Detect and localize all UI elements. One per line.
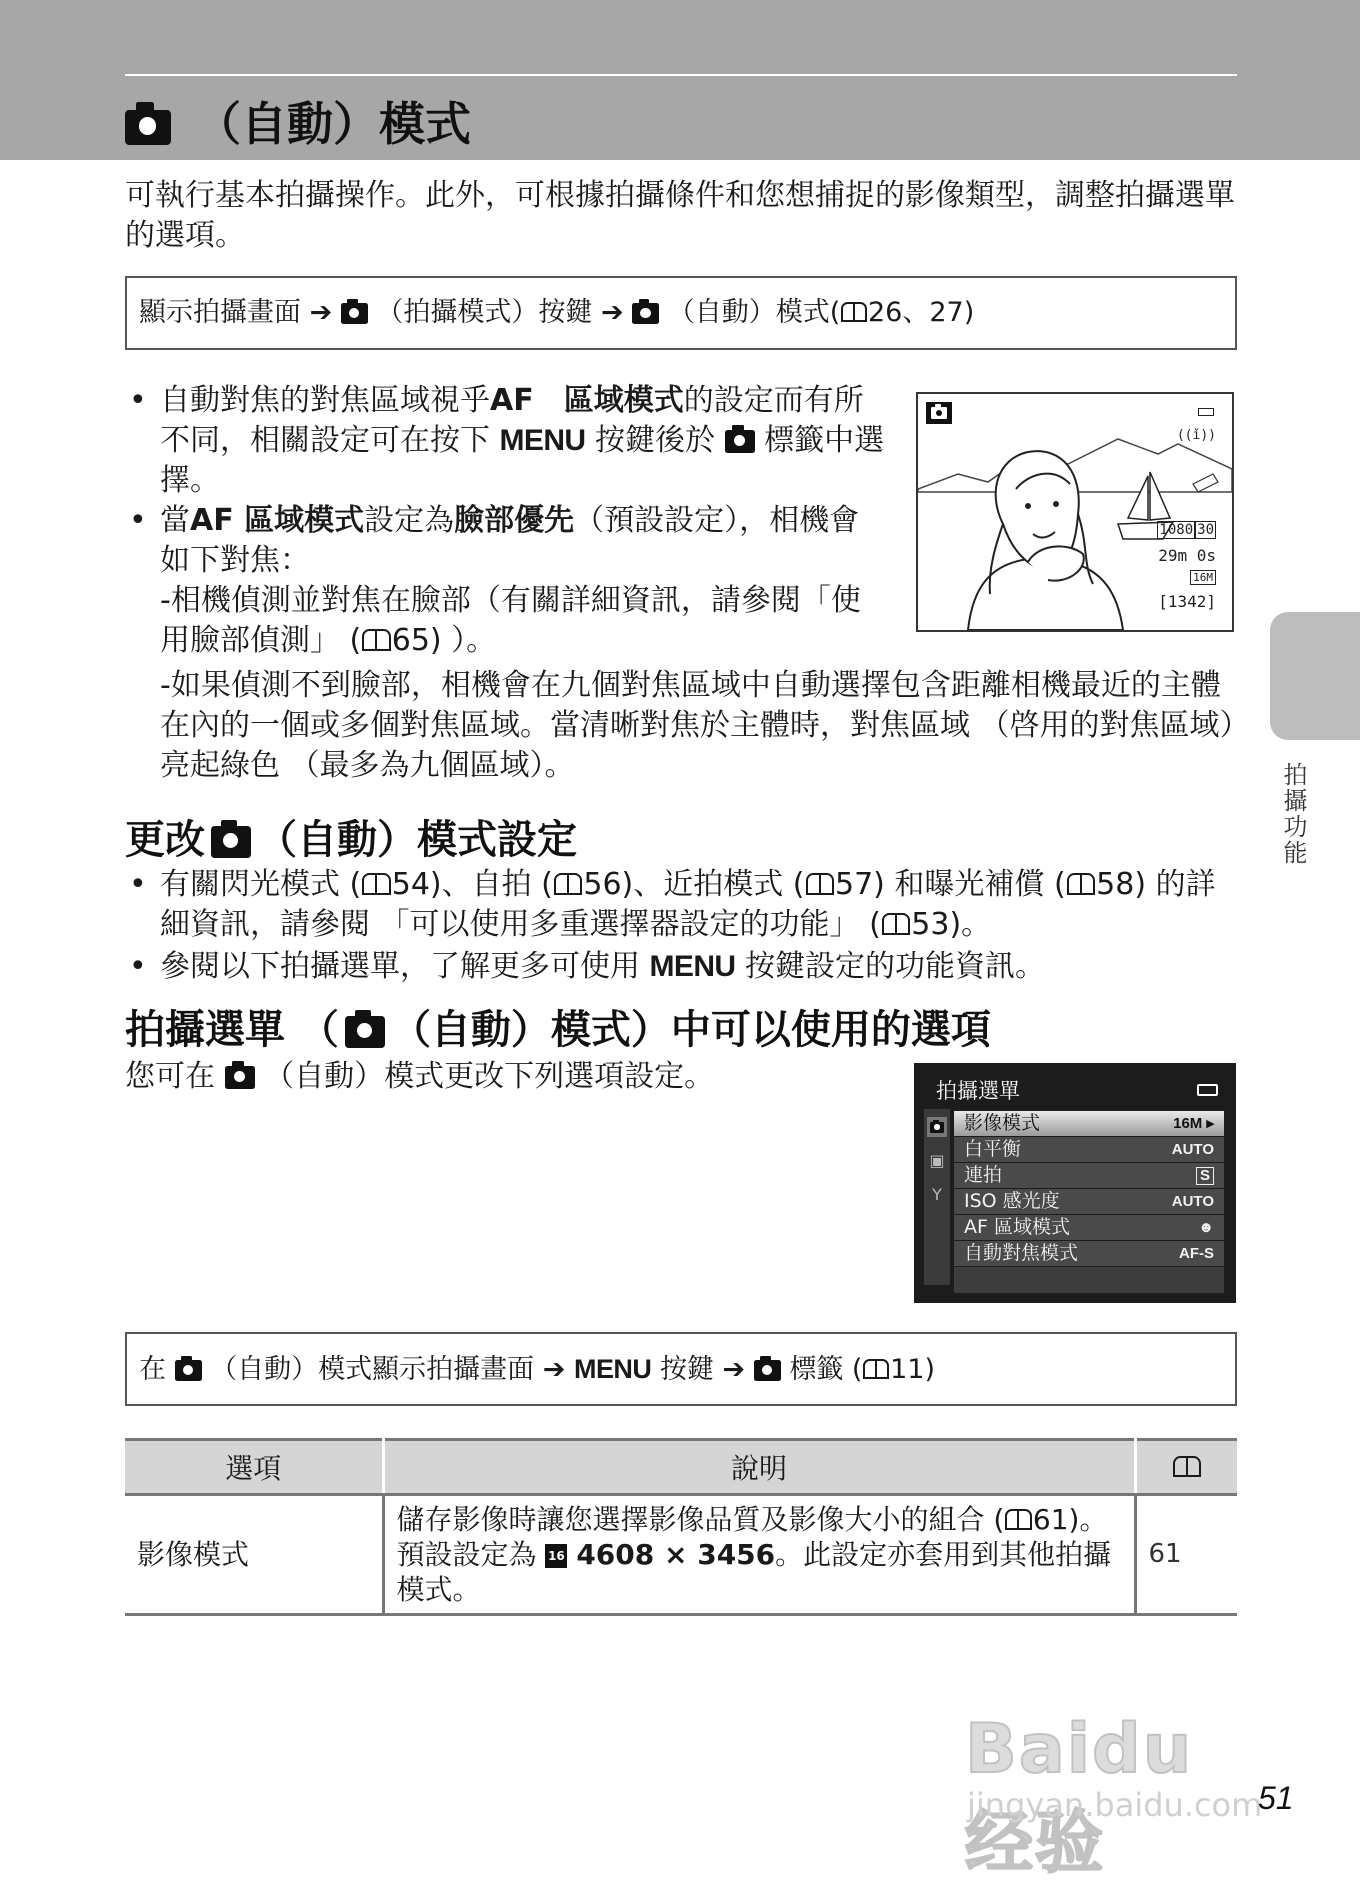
text: -相機偵測並對焦在臉部（有關詳細資訊，請參閱「使用臉部偵測」 ( [160, 583, 861, 658]
page-cell: 61 [1135, 1495, 1237, 1615]
text: 。此設定亦套用到其他拍攝模式。 [396, 1538, 1112, 1606]
page-ref-icon [882, 913, 911, 935]
image-size-16m-icon: 16 [545, 1544, 567, 1568]
heading-text: 更改 [125, 817, 205, 863]
page-ref-icon [841, 302, 867, 321]
text: 54)、自拍 ( [391, 867, 553, 902]
list-item [125, 381, 885, 501]
frame-rate: 30 [1197, 522, 1214, 538]
settings-bullets [125, 865, 1245, 987]
heading-text: （自動）模式設定 [257, 817, 577, 863]
page-ref-icon [362, 629, 391, 651]
text: 56)、近拍模式 ( [583, 867, 805, 902]
menu-row-white-balance[interactable] [954, 1137, 1224, 1162]
text: 的設定而有所不同，相關設定可在按下 [160, 383, 864, 458]
text: 儲存影像時讓您選擇影像品質及影像大小的組合 ( [396, 1503, 1005, 1536]
camera-icon [125, 110, 171, 146]
sub-item [125, 581, 885, 661]
image-size-indicator: 16M [1190, 570, 1216, 585]
watermark-main: Baidu 经验 [965, 1710, 1194, 1883]
text: 當 [160, 503, 190, 538]
text: 標籤中選擇。 [160, 423, 885, 498]
text: 58) 的詳細資訊，請參閱 「可以使用多重選擇器設定的功能」 ( [160, 867, 1216, 942]
menu-button-label: MENU [499, 424, 586, 457]
text: 61)。預設設定為 [396, 1503, 1108, 1571]
intro-paragraph: 可執行基本拍攝操作。此外，可根據拍攝條件和您想捕捉的影像類型，調整拍攝選單的選項。 [125, 178, 1235, 253]
list-item [125, 865, 1245, 945]
menu-row-af-mode[interactable] [954, 1241, 1224, 1266]
menu-tab-column [924, 1109, 950, 1285]
face-priority-icon: ☻ [1198, 1219, 1214, 1236]
option-cell: 影像模式 [125, 1495, 383, 1615]
menu-value: AUTO [1171, 1141, 1214, 1158]
section-heading-options [125, 998, 991, 1055]
remaining-movie-time: 29m 0s [1158, 546, 1216, 565]
movie-format-indicator [1157, 522, 1216, 538]
setup-tab-icon: Y [932, 1185, 942, 1204]
menu-list [954, 1111, 1224, 1294]
page-title [125, 88, 471, 154]
text: （自動）模式更改下列選項設定。 [264, 1059, 715, 1094]
camera-icon [930, 1122, 944, 1133]
menu-row-continuous[interactable] [954, 1163, 1224, 1188]
camera-icon [754, 1360, 781, 1381]
camera-icon [931, 407, 947, 419]
menu-label: 白平衡 [964, 1138, 1022, 1160]
side-tab-label: 拍攝功能 [1279, 762, 1307, 866]
header-rule [125, 74, 1237, 76]
watermark-sub: jingyan.baidu.com [967, 1786, 1263, 1824]
text: 按鍵後於 [595, 423, 716, 458]
text: 53)。 [911, 907, 992, 942]
page-ref-icon [1005, 1509, 1032, 1529]
page-ref-icon [362, 873, 391, 895]
nav-step-1: 顯示拍攝畫面 [139, 297, 301, 328]
text: 參閱以下拍攝選單，了解更多可使用 [160, 949, 640, 984]
text: 標籤 ( [789, 1354, 863, 1385]
movie-tab-icon: ▣ [929, 1151, 945, 1170]
menu-label: 自動對焦模式 [964, 1242, 1079, 1264]
battery-icon [1198, 408, 1214, 416]
description-cell [383, 1495, 1135, 1615]
menu-value: S [1196, 1167, 1214, 1185]
menu-row-iso[interactable] [954, 1189, 1224, 1214]
camera-icon [175, 1360, 202, 1381]
menu-button-label: MENU [649, 950, 736, 983]
column-header-description: 說明 [383, 1440, 1135, 1495]
text: 有關閃光模式 ( [160, 867, 362, 902]
column-header-page [1135, 1440, 1237, 1495]
battery-icon [1197, 1084, 1218, 1096]
text: 11) [890, 1354, 935, 1385]
menu-row-image-mode[interactable] [954, 1111, 1224, 1136]
camera-icon [345, 1016, 385, 1047]
table-row [125, 1495, 1237, 1615]
nav-page-ref: 26、27) [868, 297, 975, 328]
text: （預設設定），相機會如下對焦： [160, 503, 860, 578]
camera-tab-icon [927, 1117, 947, 1137]
text: 57) 和曝光補償 ( [835, 867, 1066, 902]
menu-row-empty [954, 1267, 1224, 1293]
sub-item-2: -如果偵測不到臉部，相機會在九個對焦區域中自動選擇包含距離相機最近的主體在內的一個或多個對焦區域。當清晰對焦於主體時，對焦區域 （啓用的對焦區域）亮起綠色 （最多為九個區域）。 [160, 668, 1235, 783]
menu-label: AF 區域模式 [964, 1216, 1070, 1238]
bold-term: AF 區域模式 [190, 503, 365, 538]
vibration-reduction-icon: ((ǐ)) [1176, 428, 1216, 443]
column-header-option: 選項 [125, 1440, 383, 1495]
list-item [125, 501, 885, 581]
side-tab [1270, 612, 1360, 740]
nav-step-2: （拍攝模式）按鍵 [376, 297, 593, 328]
options-table [125, 1438, 1237, 1616]
heading-text: 拍攝選單 （ [125, 1007, 339, 1053]
heading-text: （自動）模式）中可以使用的選項 [390, 1007, 991, 1053]
arrow-icon: ➔ [601, 297, 624, 328]
text: 您可在 [125, 1059, 215, 1094]
arrow-icon: ➔ [309, 297, 333, 328]
list-item [125, 947, 1245, 987]
page-ref-icon [554, 873, 583, 895]
camera-icon [725, 430, 755, 453]
navigation-path-box [125, 276, 1237, 350]
menu-label: 影像模式 [964, 1112, 1041, 1134]
remaining-shots: [1342] [1158, 592, 1216, 611]
text: 設定為 [364, 503, 455, 538]
page-ref-icon [806, 873, 835, 895]
text: 按鍵設定的功能資訊。 [745, 949, 1046, 984]
page-ref-icon [1067, 873, 1096, 895]
menu-label: 連拍 [964, 1164, 1003, 1186]
menu-button-label: MENU [574, 1354, 652, 1384]
menu-title: 拍攝選單 [936, 1079, 1020, 1103]
menu-value: 16M ▸ [1173, 1115, 1214, 1132]
camera-lcd-illustration [916, 392, 1234, 632]
menu-label: ISO 感光度 [964, 1190, 1060, 1212]
options-intro [125, 1057, 714, 1097]
page-number: 51 [1258, 1780, 1294, 1816]
movie-format: 1080 [1159, 522, 1194, 538]
menu-value: AF-S [1179, 1245, 1214, 1262]
text: （自動）模式顯示拍攝畫面 [210, 1354, 535, 1385]
section-heading-settings [125, 808, 577, 865]
nav-step-3: （自動）模式( [667, 297, 841, 328]
menu-row-af-area[interactable] [954, 1215, 1224, 1240]
bold-term: AF 區域模式 [490, 383, 684, 418]
camera-mode-icon [926, 402, 952, 424]
table-header-row [125, 1440, 1237, 1495]
text: 在 [139, 1354, 166, 1385]
arrow-icon: ➔ [542, 1354, 566, 1385]
bold-term: 臉部優先 [454, 503, 575, 538]
camera-icon [211, 826, 251, 857]
camera-icon [632, 303, 659, 324]
menu-value: AUTO [1171, 1193, 1214, 1210]
camera-icon [341, 303, 368, 324]
text: 65) ）。 [391, 623, 497, 658]
camera-icon [225, 1066, 255, 1089]
text: 自動對焦的對焦區域視乎 [160, 383, 490, 418]
page-title-text: （自動）模式 [195, 97, 471, 151]
page-ref-icon [1173, 1456, 1202, 1478]
arrow-icon: ➔ [722, 1354, 746, 1385]
focus-bullets [125, 381, 885, 661]
shooting-menu-screenshot [914, 1063, 1236, 1303]
text: 按鍵 [659, 1354, 714, 1385]
navigation-path-box [125, 1332, 1237, 1406]
baidu-watermark [965, 1680, 1275, 1883]
bold-value: 4608 × 3456 [576, 1538, 776, 1571]
page-ref-icon [863, 1359, 889, 1378]
